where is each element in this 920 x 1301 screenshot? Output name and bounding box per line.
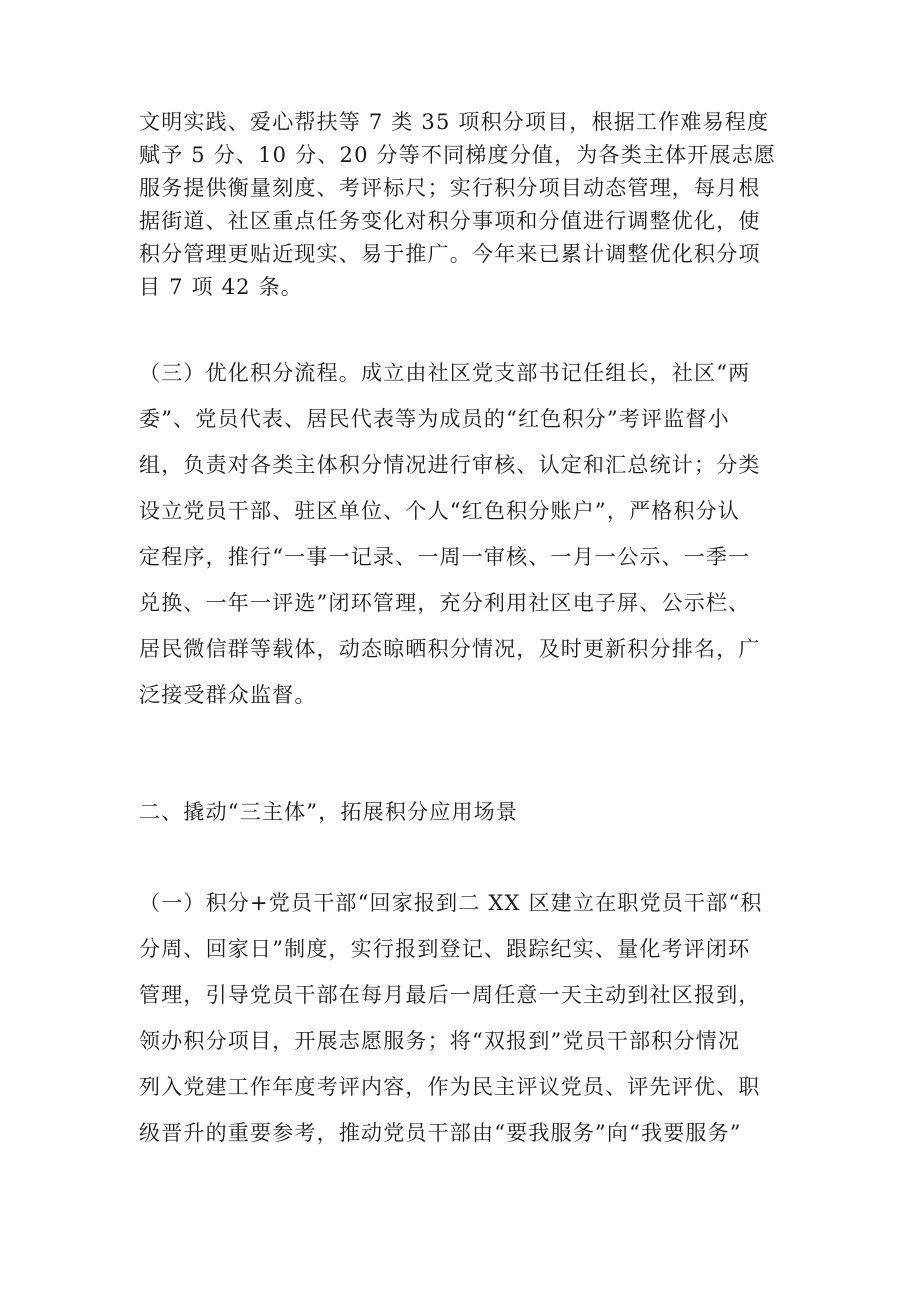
text-line: 管理，引导党员干部在每月最后一周任意一天主动到社区报到， xyxy=(139,983,761,1007)
text-line: 赋予 5 分、10 分、20 分等不同梯度分值，为各类主体开展志愿 xyxy=(139,143,777,167)
paragraph-scoring-items xyxy=(139,106,799,304)
text-line: 服务提供衡量刻度、考评标尺；实行积分项目动态管理，每月根 xyxy=(139,176,761,200)
text-line: 列入党建工作年度考评内容，作为民主评议党员、评先评优、职 xyxy=(139,1075,761,1099)
text-line: 设立党员干部、驻区单位、个人“红色积分账户”，严格积分认 xyxy=(139,499,741,523)
paragraph-party-cadres xyxy=(139,880,799,1156)
text-line: 分周、回家日”制度，实行报到登记、跟踪纪实、量化考评闭环 xyxy=(139,937,751,961)
text-line: 目 7 项 42 条。 xyxy=(139,275,303,299)
text-line: 兑换、一年一评选”闭环管理，充分利用社区电子屏、公示栏、 xyxy=(139,591,751,615)
section-heading xyxy=(139,796,799,829)
text-line: 组，负责对各类主体积分情况进行审核、认定和汇总统计；分类 xyxy=(139,453,761,477)
text-line: 级晋升的重要参考，推动党员干部由“要我服务”向“我要服务” xyxy=(139,1121,742,1145)
text-line: 泛接受群众监督。 xyxy=(139,683,317,707)
text-line: 委”、党员代表、居民代表等为成员的“红色积分”考评监督小 xyxy=(139,407,730,431)
section-heading-text: 二、撬动“三主体”，拓展积分应用场景 xyxy=(139,800,519,824)
text-line: 定程序，推行“一事一记录、一周一审核、一月一公示、一季一 xyxy=(139,545,751,569)
text-line: （一）积分+党员干部“回家报到二 XX 区建立在职党员干部“积 xyxy=(139,891,763,915)
text-line: 积分管理更贴近现实、易于推广。今年来已累计调整优化积分项 xyxy=(139,242,761,266)
text-line: 领办积分项目，开展志愿服务；将“双报到”党员干部积分情况 xyxy=(139,1029,741,1053)
text-line: 文明实践、爱心帮扶等 7 类 35 项积分项目，根据工作难易程度 xyxy=(139,110,770,134)
text-line: 据街道、社区重点任务变化对积分事项和分值进行调整优化，使 xyxy=(139,209,761,233)
paragraph-optimize-process xyxy=(139,350,799,718)
text-line: 居民微信群等载体，动态晾晒积分情况，及时更新积分排名，广 xyxy=(139,637,761,661)
text-line: （三）优化积分流程。成立由社区党支部书记任组长，社区“两 xyxy=(139,361,751,385)
